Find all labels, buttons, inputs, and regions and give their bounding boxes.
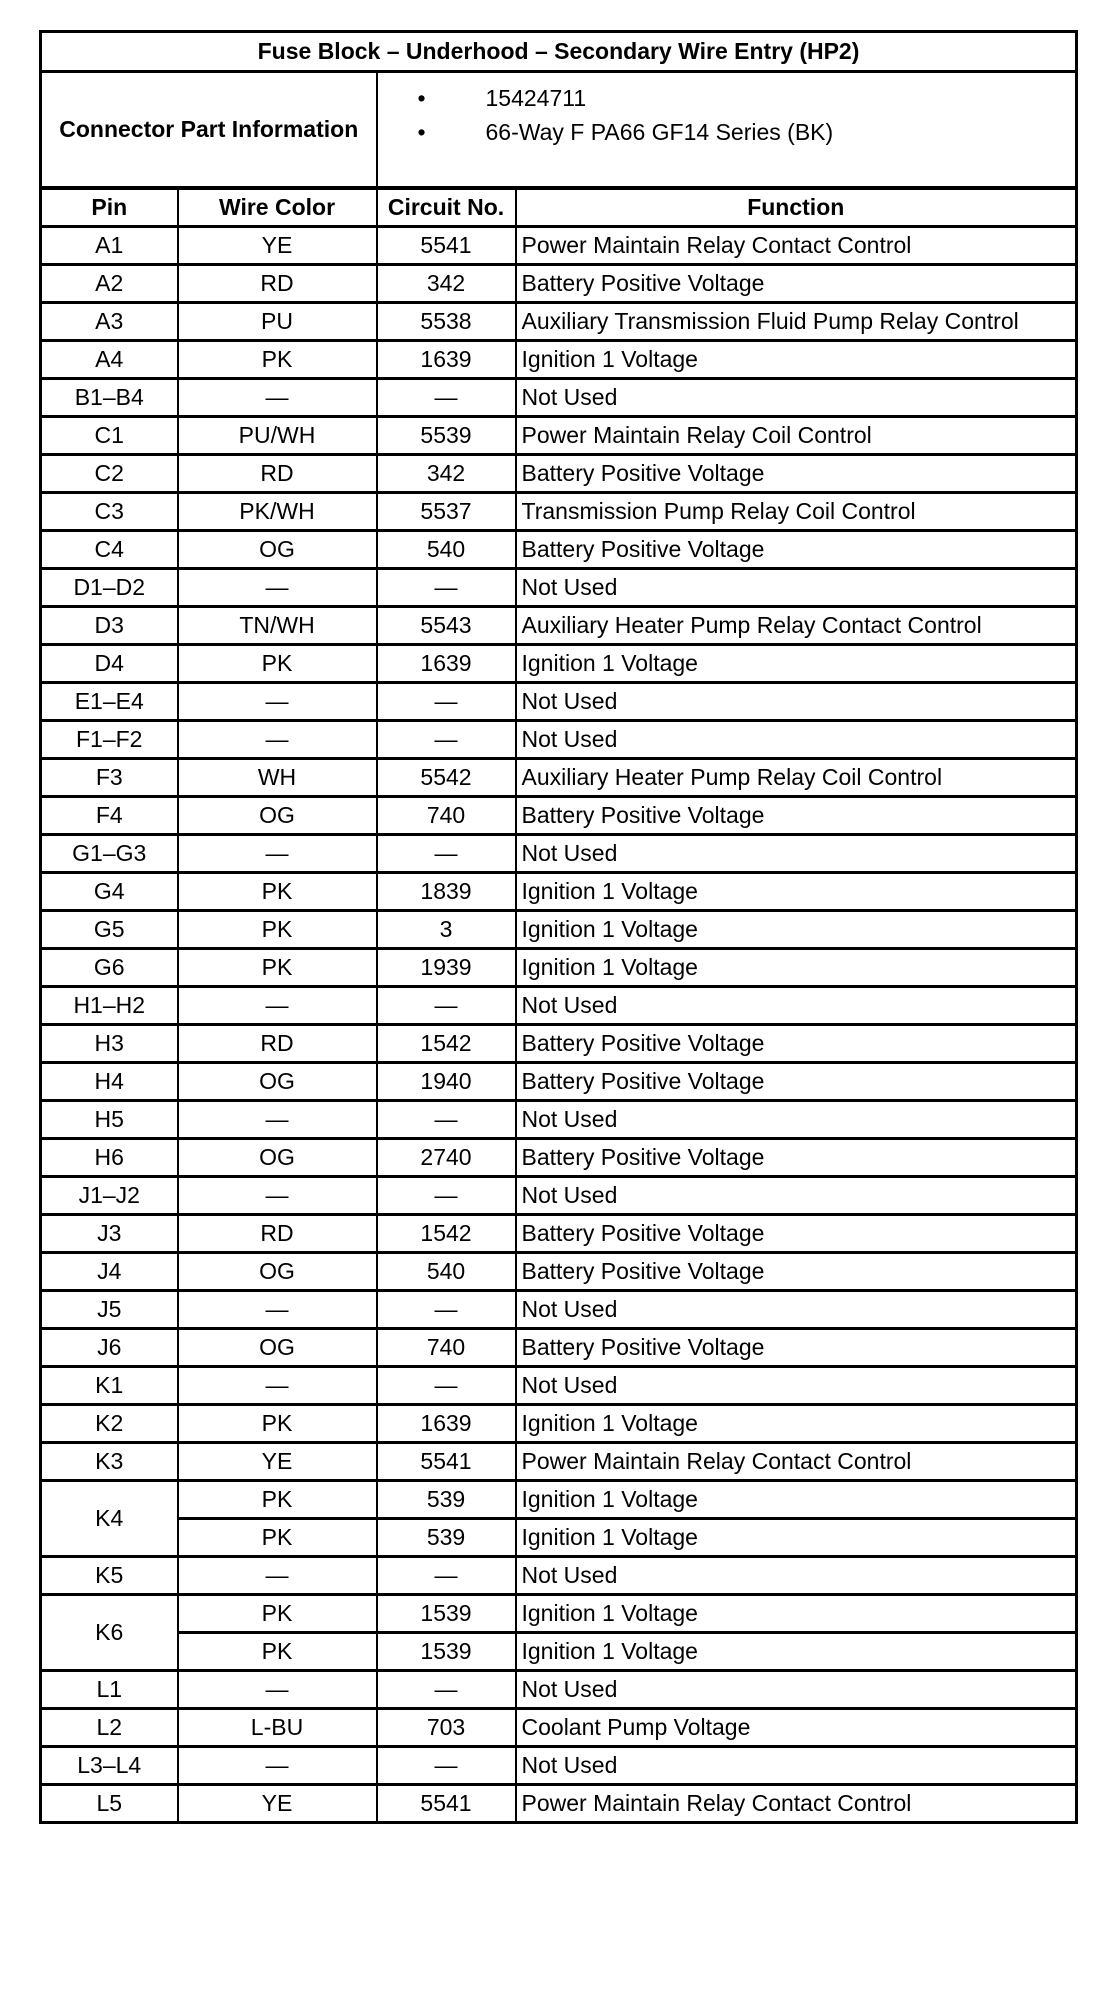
function-cell: Battery Positive Voltage bbox=[516, 1025, 1077, 1063]
connector-info-row bbox=[41, 72, 1077, 189]
circuit-number-cell: — bbox=[377, 1177, 516, 1215]
table-row bbox=[41, 417, 1077, 455]
function-cell: Not Used bbox=[516, 721, 1077, 759]
circuit-number-cell: — bbox=[377, 1747, 516, 1785]
pin-rows bbox=[41, 227, 1077, 1823]
function-cell: Ignition 1 Voltage bbox=[516, 1481, 1077, 1519]
pin-cell: K6 bbox=[41, 1595, 178, 1671]
pin-cell: A2 bbox=[41, 265, 178, 303]
function-cell: Not Used bbox=[516, 379, 1077, 417]
table-row bbox=[41, 1747, 1077, 1785]
function-cell: Not Used bbox=[516, 569, 1077, 607]
pin-cell: F3 bbox=[41, 759, 178, 797]
function-cell: Battery Positive Voltage bbox=[516, 455, 1077, 493]
circuit-number-cell: 5539 bbox=[377, 417, 516, 455]
function-cell: Ignition 1 Voltage bbox=[516, 1595, 1077, 1633]
function-cell: Auxiliary Transmission Fluid Pump Relay Control bbox=[516, 303, 1077, 341]
pin-cell: G6 bbox=[41, 949, 178, 987]
table-row bbox=[41, 1785, 1077, 1823]
function-cell: Not Used bbox=[516, 1367, 1077, 1405]
function-cell: Battery Positive Voltage bbox=[516, 531, 1077, 569]
table-row bbox=[41, 455, 1077, 493]
wire-color-cell: PK bbox=[178, 1595, 377, 1633]
function-cell: Ignition 1 Voltage bbox=[516, 1519, 1077, 1557]
pin-cell: H4 bbox=[41, 1063, 178, 1101]
table-row bbox=[41, 379, 1077, 417]
circuit-number-cell: 5543 bbox=[377, 607, 516, 645]
circuit-number-cell: — bbox=[377, 379, 516, 417]
table-row bbox=[41, 303, 1077, 341]
circuit-number-cell: 2740 bbox=[377, 1139, 516, 1177]
table-row bbox=[41, 1557, 1077, 1595]
circuit-number-cell: 1940 bbox=[377, 1063, 516, 1101]
wire-color-cell: PK bbox=[178, 1405, 377, 1443]
circuit-number-cell: 540 bbox=[377, 1253, 516, 1291]
pin-cell: D4 bbox=[41, 645, 178, 683]
table-row bbox=[41, 949, 1077, 987]
wire-color-cell: — bbox=[178, 1671, 377, 1709]
circuit-number-cell: — bbox=[377, 1671, 516, 1709]
table-row bbox=[41, 835, 1077, 873]
circuit-number-cell: — bbox=[377, 569, 516, 607]
table-row bbox=[41, 227, 1077, 265]
pin-cell: A3 bbox=[41, 303, 178, 341]
table-row bbox=[41, 1329, 1077, 1367]
header-circuit-number: Circuit No. bbox=[377, 188, 516, 227]
circuit-number-cell: 1639 bbox=[377, 1405, 516, 1443]
connector-description: 66-Way F PA66 GF14 Series (BK) bbox=[485, 119, 834, 145]
function-cell: Power Maintain Relay Contact Control bbox=[516, 227, 1077, 265]
function-cell: Not Used bbox=[516, 987, 1077, 1025]
function-cell: Battery Positive Voltage bbox=[516, 1139, 1077, 1177]
table-row bbox=[41, 1481, 1077, 1519]
wire-color-cell: PU/WH bbox=[178, 417, 377, 455]
wire-color-cell: PK bbox=[178, 1633, 377, 1671]
pin-cell: K3 bbox=[41, 1443, 178, 1481]
function-cell: Not Used bbox=[516, 1101, 1077, 1139]
table-row bbox=[41, 1405, 1077, 1443]
wire-color-cell: OG bbox=[178, 1139, 377, 1177]
table-row bbox=[41, 683, 1077, 721]
pin-cell: D3 bbox=[41, 607, 178, 645]
pin-cell: C1 bbox=[41, 417, 178, 455]
circuit-number-cell: 5541 bbox=[377, 1443, 516, 1481]
circuit-number-cell: — bbox=[377, 1557, 516, 1595]
function-cell: Ignition 1 Voltage bbox=[516, 645, 1077, 683]
wire-color-cell: RD bbox=[178, 1025, 377, 1063]
wire-color-cell: WH bbox=[178, 759, 377, 797]
function-cell: Battery Positive Voltage bbox=[516, 797, 1077, 835]
function-cell: Coolant Pump Voltage bbox=[516, 1709, 1077, 1747]
wire-color-cell: YE bbox=[178, 1785, 377, 1823]
circuit-number-cell: 1639 bbox=[377, 645, 516, 683]
circuit-number-cell: — bbox=[377, 1101, 516, 1139]
function-cell: Battery Positive Voltage bbox=[516, 1329, 1077, 1367]
wire-color-cell: PK bbox=[178, 911, 377, 949]
circuit-number-cell: 5541 bbox=[377, 1785, 516, 1823]
wire-color-cell: — bbox=[178, 835, 377, 873]
wire-color-cell: TN/WH bbox=[178, 607, 377, 645]
table-row bbox=[41, 1177, 1077, 1215]
table-row bbox=[41, 1101, 1077, 1139]
circuit-number-cell: 740 bbox=[377, 797, 516, 835]
table-row bbox=[41, 341, 1077, 379]
table-row bbox=[41, 569, 1077, 607]
table-row bbox=[41, 1519, 1077, 1557]
connector-pinout-table bbox=[39, 30, 1078, 1824]
table-row bbox=[41, 1709, 1077, 1747]
table-row bbox=[41, 1671, 1077, 1709]
pin-cell: J5 bbox=[41, 1291, 178, 1329]
circuit-number-cell: 539 bbox=[377, 1481, 516, 1519]
function-cell: Ignition 1 Voltage bbox=[516, 873, 1077, 911]
table-row bbox=[41, 1367, 1077, 1405]
circuit-number-cell: 5538 bbox=[377, 303, 516, 341]
table-row bbox=[41, 1063, 1077, 1101]
wire-color-cell: RD bbox=[178, 455, 377, 493]
wire-color-cell: — bbox=[178, 1367, 377, 1405]
function-cell: Power Maintain Relay Contact Control bbox=[516, 1443, 1077, 1481]
table-row bbox=[41, 987, 1077, 1025]
table-row bbox=[41, 1443, 1077, 1481]
wire-color-cell: — bbox=[178, 1747, 377, 1785]
pin-cell: F4 bbox=[41, 797, 178, 835]
pin-cell: A4 bbox=[41, 341, 178, 379]
table-title-row bbox=[41, 32, 1077, 72]
wire-color-cell: — bbox=[178, 721, 377, 759]
pin-cell: H3 bbox=[41, 1025, 178, 1063]
pin-cell: K2 bbox=[41, 1405, 178, 1443]
wire-color-cell: PK bbox=[178, 873, 377, 911]
wire-color-cell: L-BU bbox=[178, 1709, 377, 1747]
table-row bbox=[41, 607, 1077, 645]
wire-color-cell: — bbox=[178, 1557, 377, 1595]
table-row bbox=[41, 797, 1077, 835]
pin-cell: G5 bbox=[41, 911, 178, 949]
wire-color-cell: OG bbox=[178, 1253, 377, 1291]
wire-color-cell: YE bbox=[178, 227, 377, 265]
wire-color-cell: RD bbox=[178, 265, 377, 303]
pin-cell: A1 bbox=[41, 227, 178, 265]
pin-cell: L1 bbox=[41, 1671, 178, 1709]
circuit-number-cell: — bbox=[377, 987, 516, 1025]
pin-cell: H6 bbox=[41, 1139, 178, 1177]
wire-color-cell: OG bbox=[178, 1329, 377, 1367]
pin-cell: G1–G3 bbox=[41, 835, 178, 873]
function-cell: Ignition 1 Voltage bbox=[516, 341, 1077, 379]
table-row bbox=[41, 493, 1077, 531]
function-cell: Not Used bbox=[516, 835, 1077, 873]
circuit-number-cell: 540 bbox=[377, 531, 516, 569]
header-wire-color: Wire Color bbox=[178, 188, 377, 227]
pin-cell: C2 bbox=[41, 455, 178, 493]
pin-cell: L5 bbox=[41, 1785, 178, 1823]
wire-color-cell: — bbox=[178, 1177, 377, 1215]
table-row bbox=[41, 1253, 1077, 1291]
circuit-number-cell: 1639 bbox=[377, 341, 516, 379]
circuit-number-cell: — bbox=[377, 683, 516, 721]
circuit-number-cell: 1539 bbox=[377, 1595, 516, 1633]
pin-cell: K4 bbox=[41, 1481, 178, 1557]
bullet-icon: • bbox=[417, 119, 426, 145]
table-row bbox=[41, 1139, 1077, 1177]
wire-color-cell: PK bbox=[178, 645, 377, 683]
connector-part-item bbox=[378, 81, 1076, 115]
function-cell: Auxiliary Heater Pump Relay Coil Control bbox=[516, 759, 1077, 797]
table-row bbox=[41, 759, 1077, 797]
wire-color-cell: PK bbox=[178, 341, 377, 379]
wire-color-cell: OG bbox=[178, 1063, 377, 1101]
connector-part-list bbox=[377, 72, 1077, 189]
table-row bbox=[41, 531, 1077, 569]
header-function: Function bbox=[516, 188, 1077, 227]
wire-color-cell: OG bbox=[178, 531, 377, 569]
circuit-number-cell: 5537 bbox=[377, 493, 516, 531]
wire-color-cell: PK bbox=[178, 1519, 377, 1557]
circuit-number-cell: 1542 bbox=[377, 1215, 516, 1253]
wire-color-cell: PK bbox=[178, 1481, 377, 1519]
table-row bbox=[41, 1291, 1077, 1329]
connector-part-item bbox=[378, 115, 1076, 149]
table-title: Fuse Block – Underhood – Secondary Wire Entry (HP2) bbox=[41, 32, 1077, 72]
table-row bbox=[41, 1025, 1077, 1063]
circuit-number-cell: 1939 bbox=[377, 949, 516, 987]
table-row bbox=[41, 1633, 1077, 1671]
wire-color-cell: PK/WH bbox=[178, 493, 377, 531]
column-header-row bbox=[41, 188, 1077, 227]
pin-cell: H5 bbox=[41, 1101, 178, 1139]
pin-cell: C3 bbox=[41, 493, 178, 531]
circuit-number-cell: 1839 bbox=[377, 873, 516, 911]
function-cell: Auxiliary Heater Pump Relay Contact Control bbox=[516, 607, 1077, 645]
function-cell: Battery Positive Voltage bbox=[516, 1253, 1077, 1291]
circuit-number-cell: 3 bbox=[377, 911, 516, 949]
wire-color-cell: — bbox=[178, 1291, 377, 1329]
wire-color-cell: OG bbox=[178, 797, 377, 835]
pin-cell: D1–D2 bbox=[41, 569, 178, 607]
table-row bbox=[41, 1215, 1077, 1253]
table-row bbox=[41, 873, 1077, 911]
pin-cell: J4 bbox=[41, 1253, 178, 1291]
wire-color-cell: — bbox=[178, 569, 377, 607]
circuit-number-cell: 342 bbox=[377, 455, 516, 493]
connector-part-number: 15424711 bbox=[485, 85, 587, 111]
wire-color-cell: PK bbox=[178, 949, 377, 987]
circuit-number-cell: 740 bbox=[377, 1329, 516, 1367]
pin-cell: J1–J2 bbox=[41, 1177, 178, 1215]
wire-color-cell: YE bbox=[178, 1443, 377, 1481]
table-row bbox=[41, 1595, 1077, 1633]
function-cell: Ignition 1 Voltage bbox=[516, 911, 1077, 949]
function-cell: Transmission Pump Relay Coil Control bbox=[516, 493, 1077, 531]
table-row bbox=[41, 645, 1077, 683]
function-cell: Ignition 1 Voltage bbox=[516, 949, 1077, 987]
pin-cell: F1–F2 bbox=[41, 721, 178, 759]
circuit-number-cell: 342 bbox=[377, 265, 516, 303]
pin-cell: H1–H2 bbox=[41, 987, 178, 1025]
function-cell: Ignition 1 Voltage bbox=[516, 1405, 1077, 1443]
bullet-icon: • bbox=[417, 85, 426, 111]
circuit-number-cell: — bbox=[377, 1367, 516, 1405]
pin-cell: K5 bbox=[41, 1557, 178, 1595]
pin-cell: L3–L4 bbox=[41, 1747, 178, 1785]
wire-color-cell: — bbox=[178, 379, 377, 417]
function-cell: Not Used bbox=[516, 1671, 1077, 1709]
pin-cell: J3 bbox=[41, 1215, 178, 1253]
wire-color-cell: — bbox=[178, 1101, 377, 1139]
function-cell: Ignition 1 Voltage bbox=[516, 1633, 1077, 1671]
circuit-number-cell: — bbox=[377, 1291, 516, 1329]
header-pin: Pin bbox=[41, 188, 178, 227]
function-cell: Not Used bbox=[516, 1291, 1077, 1329]
circuit-number-cell: — bbox=[377, 835, 516, 873]
wire-color-cell: — bbox=[178, 683, 377, 721]
function-cell: Battery Positive Voltage bbox=[516, 1063, 1077, 1101]
wire-color-cell: PU bbox=[178, 303, 377, 341]
function-cell: Battery Positive Voltage bbox=[516, 1215, 1077, 1253]
circuit-number-cell: 1539 bbox=[377, 1633, 516, 1671]
table-row bbox=[41, 911, 1077, 949]
function-cell: Not Used bbox=[516, 1557, 1077, 1595]
circuit-number-cell: 5541 bbox=[377, 227, 516, 265]
function-cell: Not Used bbox=[516, 1177, 1077, 1215]
pin-cell: E1–E4 bbox=[41, 683, 178, 721]
table-row bbox=[41, 265, 1077, 303]
circuit-number-cell: 539 bbox=[377, 1519, 516, 1557]
pin-cell: L2 bbox=[41, 1709, 178, 1747]
function-cell: Power Maintain Relay Contact Control bbox=[516, 1785, 1077, 1823]
function-cell: Battery Positive Voltage bbox=[516, 265, 1077, 303]
pin-cell: J6 bbox=[41, 1329, 178, 1367]
function-cell: Not Used bbox=[516, 683, 1077, 721]
circuit-number-cell: 5542 bbox=[377, 759, 516, 797]
circuit-number-cell: — bbox=[377, 721, 516, 759]
wire-color-cell: — bbox=[178, 987, 377, 1025]
wire-color-cell: RD bbox=[178, 1215, 377, 1253]
circuit-number-cell: 703 bbox=[377, 1709, 516, 1747]
connector-part-label: Connector Part Information bbox=[41, 72, 377, 189]
pin-cell: K1 bbox=[41, 1367, 178, 1405]
pin-cell: B1–B4 bbox=[41, 379, 178, 417]
pin-cell: C4 bbox=[41, 531, 178, 569]
function-cell: Power Maintain Relay Coil Control bbox=[516, 417, 1077, 455]
function-cell: Not Used bbox=[516, 1747, 1077, 1785]
table-row bbox=[41, 721, 1077, 759]
circuit-number-cell: 1542 bbox=[377, 1025, 516, 1063]
pin-cell: G4 bbox=[41, 873, 178, 911]
